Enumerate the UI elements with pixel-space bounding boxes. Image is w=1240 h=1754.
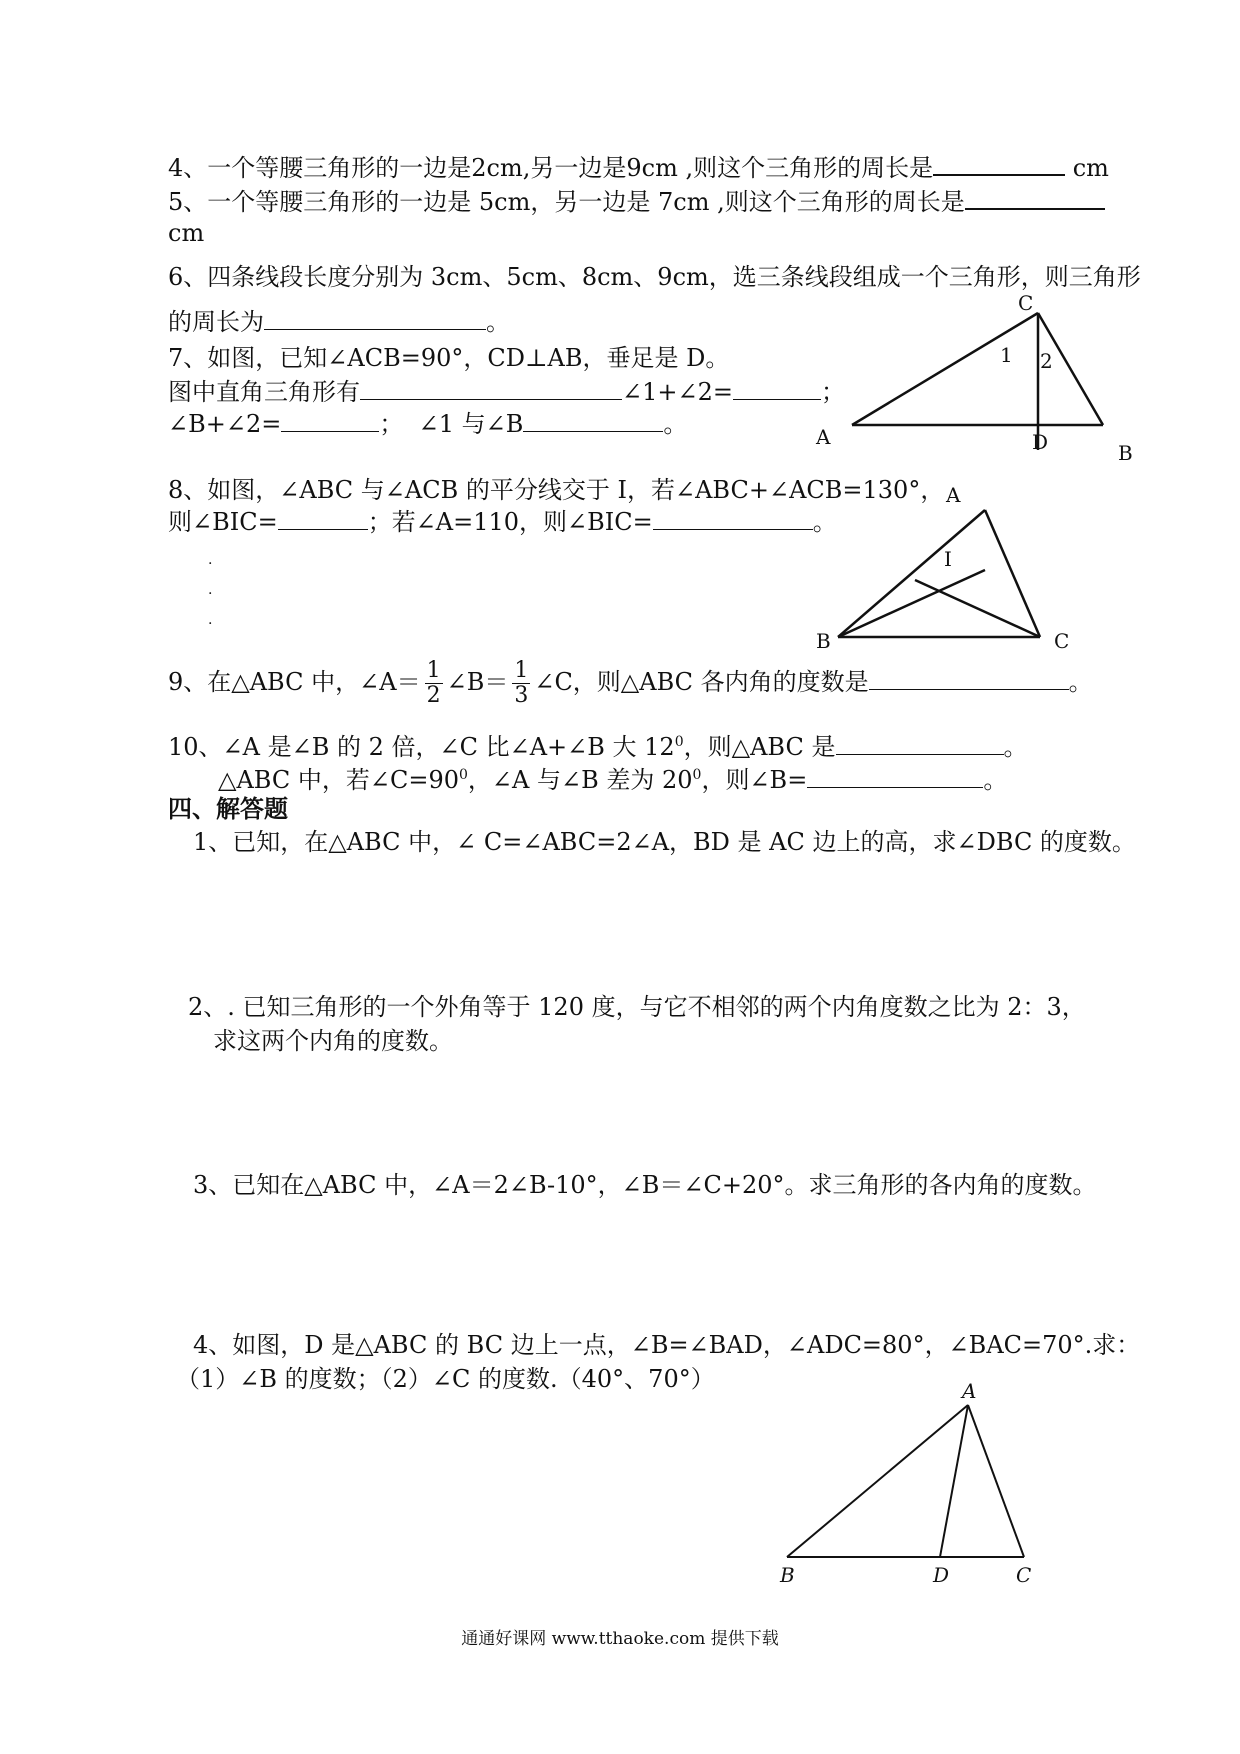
- scan-dot: .: [208, 612, 213, 628]
- label-b: B: [1118, 441, 1133, 465]
- answer-blank: [869, 667, 1069, 690]
- answer-blank: [653, 507, 813, 530]
- question-5: 5、一个等腰三角形的一边是 5cm，另一边是 7cm ,则这个三角形的周长是: [168, 186, 1105, 217]
- scan-dot: .: [208, 552, 213, 568]
- fraction-1-2: $\frac{1}{2}$: [426, 658, 441, 708]
- problem-4-line1: 4、如图，D 是△ABC 的 BC 边上一点，∠B=∠BAD，∠ADC=80°，∠BAC=70°.求：: [193, 1331, 1141, 1359]
- label-a: A: [816, 425, 831, 449]
- footer-credit: 通通好课网 www.tthaoke.com 提供下载: [461, 1629, 779, 1649]
- edge-ab: [787, 1405, 968, 1557]
- label-c: C: [1054, 629, 1070, 653]
- problem-1: 1、已知，在△ABC 中，∠ C=∠ABC=2∠A，BD 是 AC 边上的高，求∠DBC 的度数。: [193, 828, 1136, 856]
- question-6-line1: 6、四条线段长度分别为 3cm、5cm、8cm、9cm，选三条线段组成一个三角形，则三角形: [168, 263, 1141, 291]
- edge-cb: [1038, 313, 1103, 425]
- segment-ad: [940, 1405, 968, 1557]
- angle-1-label: 1: [1000, 343, 1013, 367]
- answer-blank: [360, 377, 622, 400]
- bisector-c: [915, 580, 1040, 637]
- problem-2-line1: 2、. 已知三角形的一个外角等于 120 度，与它不相邻的两个内角度数之比为 2：3，: [188, 993, 1086, 1021]
- label-c: C: [1016, 1563, 1032, 1587]
- question-4: 4、一个等腰三角形的一边是2cm,另一边是9cm ,则这个三角形的周长是 cm: [168, 154, 1109, 182]
- scan-dot: .: [208, 582, 213, 598]
- question-7-line3: ∠B+∠2= ； ∠1 与∠B 。: [168, 410, 688, 438]
- edge-ac: [968, 1405, 1024, 1557]
- label-b: B: [780, 1563, 795, 1587]
- answer-blank: [733, 377, 821, 400]
- problem-2-line2: 求这两个内角的度数。: [213, 1027, 453, 1055]
- question-6-line2: 的周长为 。: [168, 308, 510, 336]
- bisector-b: [838, 570, 985, 637]
- question-5-unit: cm: [168, 219, 205, 247]
- question-8-line2: 则∠BIC= ；若∠A=110，则∠BIC= 。: [168, 508, 837, 536]
- section-heading: 四、解答题: [168, 794, 288, 823]
- label-a: A: [962, 1379, 977, 1403]
- label-c: C: [1018, 291, 1034, 315]
- question-8-line1: 8、如图，∠ABC 与∠ACB 的平分线交于 I，若∠ABC+∠ACB=130°，: [168, 476, 945, 504]
- answer-blank: [807, 765, 983, 788]
- answer-blank: [278, 507, 368, 530]
- question-7-line2: 图中直角三角形有 ∠1+∠2= ；: [168, 378, 845, 406]
- answer-blank: [523, 409, 663, 432]
- edge-ac: [985, 510, 1040, 637]
- edge-ac: [852, 313, 1038, 425]
- label-b: B: [816, 629, 831, 653]
- question-10-line1: 10、∠A 是∠B 的 2 倍，∠C 比∠A+∠B 大 $12^0$，则△ABC 是 。: [168, 733, 1028, 761]
- question-10-line2: △ABC 中，若$\angle C=90^0$，∠A 与∠B 差为 $20^0$，则∠B= 。: [218, 766, 1008, 794]
- answer-blank: [281, 409, 379, 432]
- label-d: D: [933, 1563, 950, 1587]
- label-d: D: [1032, 430, 1049, 454]
- fraction-1-3: $\frac{1}{3}$: [514, 658, 529, 708]
- label-a: A: [946, 483, 961, 507]
- question-7-line1: 7、如图，已知∠ACB=90°，CD⊥AB，垂足是 D。: [168, 344, 730, 372]
- question-9: 9、在△ABC 中，∠A＝ $\frac{1}{2}$ ∠B＝ $\frac{1}{3}$ ∠C，则△ABC 各内角的度数是 。: [168, 658, 1093, 708]
- answer-blank: [933, 152, 1065, 176]
- answer-blank: [264, 307, 486, 330]
- label-i: I: [944, 547, 952, 571]
- problem-3: 3、已知在△ABC 中，∠A＝2∠B-10°，∠B＝∠C+20°。求三角形的各内角的度数。: [193, 1171, 1097, 1199]
- edge-ab: [838, 510, 985, 637]
- problem-4-line2: （1）∠B 的度数；（2）∠C 的度数.（40°、70°）: [176, 1365, 715, 1393]
- angle-2-label: 2: [1040, 349, 1053, 373]
- answer-blank: [965, 186, 1105, 210]
- answer-blank: [836, 732, 1004, 755]
